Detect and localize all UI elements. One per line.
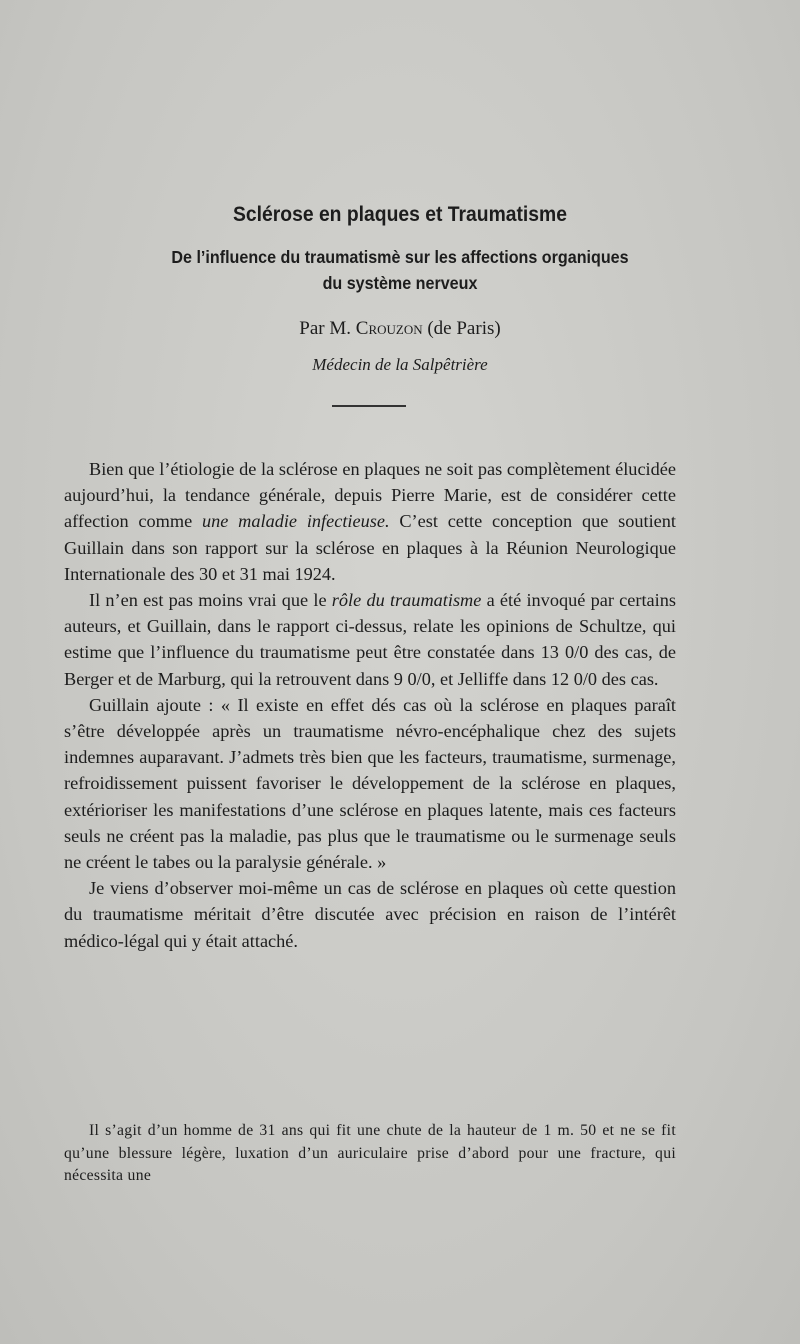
case-description — [64, 1120, 676, 1188]
paragraph-1-text-a: Bien que l’étiologie de la sclérose en plaques ne soit pas complètement élucidée aujourd’hui, la tendance générale, depuis Pierre Marie, est de considérer cette affection comme — [64, 459, 676, 532]
case-paragraph: Il s’agit d’un homme de 31 ans qui fit une chute de la hauteur de 1 m. 50 et ne se fit qu’une blessure légère, luxation d’un auriculaire prise d’abord pour une fracture, qui nécessita une — [64, 1122, 676, 1184]
paragraph-2 — [64, 587, 676, 692]
paragraph-2-emphasis: rôle du traumatisme — [331, 590, 482, 611]
byline-suffix: (de Paris) — [422, 318, 501, 339]
article-subtitle — [87, 244, 713, 296]
subtitle-line-2: du système nerveux — [322, 273, 478, 293]
byline-prefix: Par M. — [299, 318, 356, 339]
paragraph-3: Guillain ajoute : « Il existe en effet dés cas où la sclérose en plaques paraît s’être développée après un traumatisme névro-encéphalique chez des sujets indemnes auparavant. J’admets très bien que les facteurs, traumatisme, surmenage, refroidissement puissent favoriser le développement de la sclérose en plaques, extérioriser les manifestations d’une sclérose en plaques latente, mais ces facteurs seuls ne créent pas la maladie, pas plus que le traumatisme ou le surmenage seuls ne créent le tabes ou la paralysie générale. » — [64, 694, 676, 873]
subtitle-line-1: De l’influence du traumatismè sur les affections organiques — [171, 247, 629, 267]
paragraph-4: Je viens d’observer moi-même un cas de sclérose en plaques où cette question du traumatisme méritait d’être discutée avec précision en raison de l’intérêt médico-légal qui y était attaché. — [64, 878, 676, 951]
paragraph-1 — [64, 456, 676, 587]
paragraph-1-text-b: C’est cette conception que soutient Guillain dans son rapport sur la sclérose en plaques à la Réunion Neurologique Internationale des 30 et 31 mai 1924. — [64, 511, 676, 584]
paragraph-2-text-a: Il n’en est pas moins vrai que le — [89, 590, 332, 611]
article-title: Sclérose en plaques et Traumatisme — [233, 203, 567, 226]
author-affiliation: Médecin de la Salpêtrière — [312, 355, 488, 374]
author-name: Crouzon — [355, 318, 423, 339]
article-body — [64, 456, 676, 954]
author-byline — [0, 318, 800, 340]
paragraph-2-text-b: a été invoqué par certains auteurs, et Guillain, dans le rapport ci-dessus, relate les opinions de Schultze, qui estime que l’influence du traumatisme peut être constatée dans 13 0/0 des cas, de Berger et de Marburg, qui la retrouvent dans 9 0/0, et Jelliffe dans 12 0/0 des cas. — [64, 590, 676, 689]
paragraph-1-emphasis: une maladie infectieuse. — [201, 511, 390, 532]
section-divider — [332, 405, 406, 407]
